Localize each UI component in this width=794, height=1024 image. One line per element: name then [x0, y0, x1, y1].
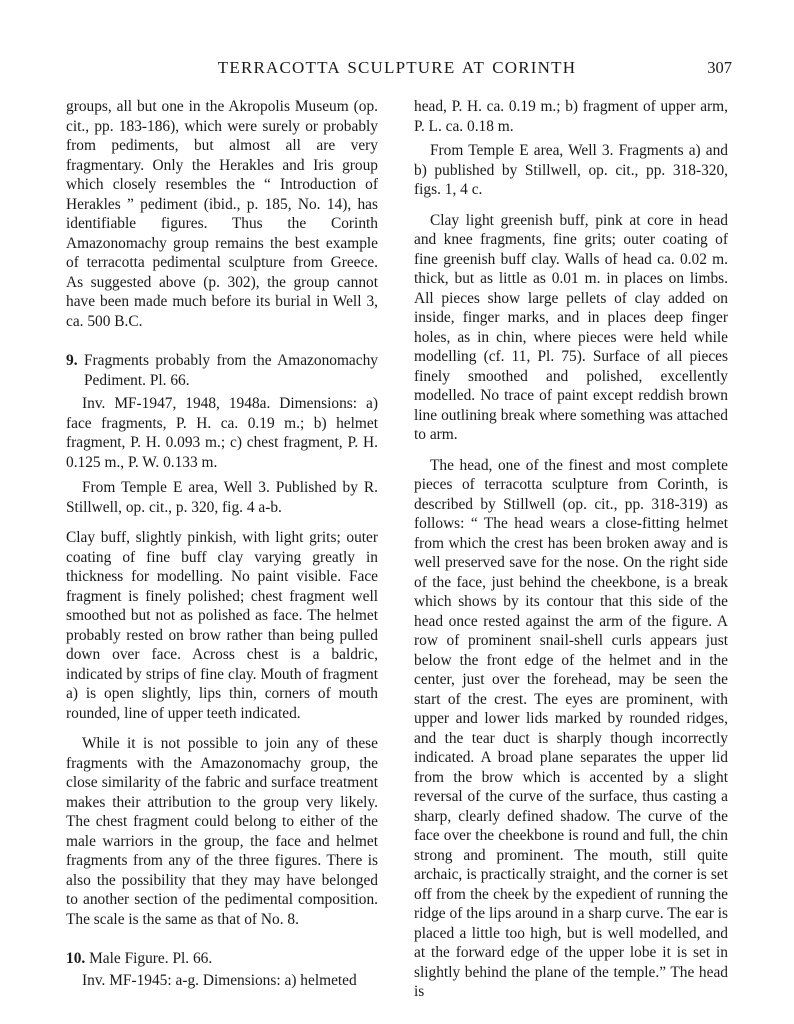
entry-10-title: Male Figure. Pl. 66. — [89, 950, 213, 967]
entry-10-heading — [66, 949, 378, 969]
right-column — [414, 97, 728, 1002]
left-column — [66, 97, 378, 990]
entry-10-number: 10. — [66, 950, 86, 967]
entry-10-description: Clay light greenish buff, pink at core in head and knee fragments, fine grits; outer coating of fine greenish buff clay. Walls of head ca. 0.02 m. thick, but as little as 0.01 m. in places on limbs. All pieces show large pellets of clay added on inside, finger marks, and in places deep finger holes, as in chin, where pieces were held while modelling (cf. 11, Pl. 75). Surface of all pieces finely smoothed and polished, excellently modelled. No trace of paint except reddish brown line outlining break where something was attached to arm. — [414, 211, 728, 443]
entry-9-discussion: While it is not possible to join any of these fragments with the Amazonomachy group, the close similarity of the fabric and surface treatment makes their attribution to the group very likely. The chest fragment could belong to either of the male warriors in the group, the face and helmet fragments from any of the three figures. There is also the possibility that they may have belonged to another section of the pedimental composition. The scale is the same as that of No. 8. — [66, 735, 378, 928]
entry-9-heading — [66, 351, 378, 390]
entry-9-inventory: Inv. MF-1947, 1948, 1948a. Dimensions: a) face fragments, P. H. ca. 0.19 m.; b) helmet fragment, P. H. 0.093 m.; c) chest fragment, P. H. 0.125 m., P. W. 0.133 m. — [66, 395, 378, 471]
entry-9-title: Fragments probably from the Amazonomachy Pediment. Pl. 66. — [83, 352, 378, 389]
entry-10-provenance: From Temple E area, Well 3. Fragments a) and b) published by Stillwell, op. cit., pp. 318-320, figs. 1, 4 c. — [414, 142, 728, 198]
entry-10-inventory-continued: head, P. H. ca. 0.19 m.; b) fragment of upper arm, P. L. ca. 0.18 m. — [414, 98, 728, 135]
entry-9-description: Clay buff, slightly pinkish, with light grits; outer coating of fine buff clay varying greatly in thickness for modelling. No paint visible. Face fragment is finely polished; chest fragment well smoothed but not as polished as face. The helmet probably rested on brow rather than being pulled down over face. Across chest is a baldric, indicated by strips of fine clay. Mouth of fragment a) is open slightly, lips thin, corners of mouth rounded, line of upper teeth indicated. — [66, 529, 378, 722]
entry-9-provenance: From Temple E area, Well 3. Published by R. Stillwell, op. cit., p. 320, fig. 4 a-b. — [66, 479, 378, 516]
entry-9-number: 9. — [66, 352, 78, 369]
page-header — [0, 58, 794, 82]
entry-10-inventory: Inv. MF-1945: a-g. Dimensions: a) helmeted — [82, 971, 357, 989]
entry-10-discussion: The head, one of the finest and most complete pieces of terracotta sculpture from Corinth, is described by Stillwell (op. cit., pp. 318-319) as follows: “ The head wears a close-fitting helmet from which the crest has been broken away and is well preserved save for the nose. On the right side of the face, just behind the cheekbone, is a break which shows by its contour that this side of the head once rested against the arm of the figure. A row of prominent snail-shell curls appears just below the front edge of the helmet and in the center, just over the forehead, may be seen the start of the crest. The eyes are prominent, with upper and lower lids marked by rounded ridges, and the tear duct is sharply though incorrectly indicated. A broad plane separates the upper lid from the brow which is accented by a slight reversal of the curve of the surface, thus casting a sharp, clearly defined shadow. The curve of the face over the cheekbone is round and full, the chin strong and prominent. The mouth, still quite archaic, is practically straight, and the corner is set off from the cheek by the expedient of running the ridge of the lips around in a sharp curve. The ear is placed a little too high, but is well modelled, and at the forward edge of the upper lobe it is set in slightly behind the plane of the temple.” The head is — [414, 456, 728, 1000]
intro-paragraph: groups, all but one in the Akropolis Museum (op. cit., pp. 183-186), which were surely or probably from pediments, but almost all are very fragmentary. Only the Herakles and Iris group which closely resembles the “ Introduction of Herakles ” pediment (ibid., p. 185, No. 14), has identifiable figures. Thus the Corinth Amazonomachy group remains the best example of terracotta pedimental sculpture from Greece. As suggested above (p. 302), the group cannot have been made much before its burial in Well 3, ca. 500 B.C. — [66, 98, 378, 330]
page-number: 307 — [707, 58, 732, 77]
running-title: TERRACOTTA SCULPTURE AT CORINTH — [217, 58, 577, 77]
